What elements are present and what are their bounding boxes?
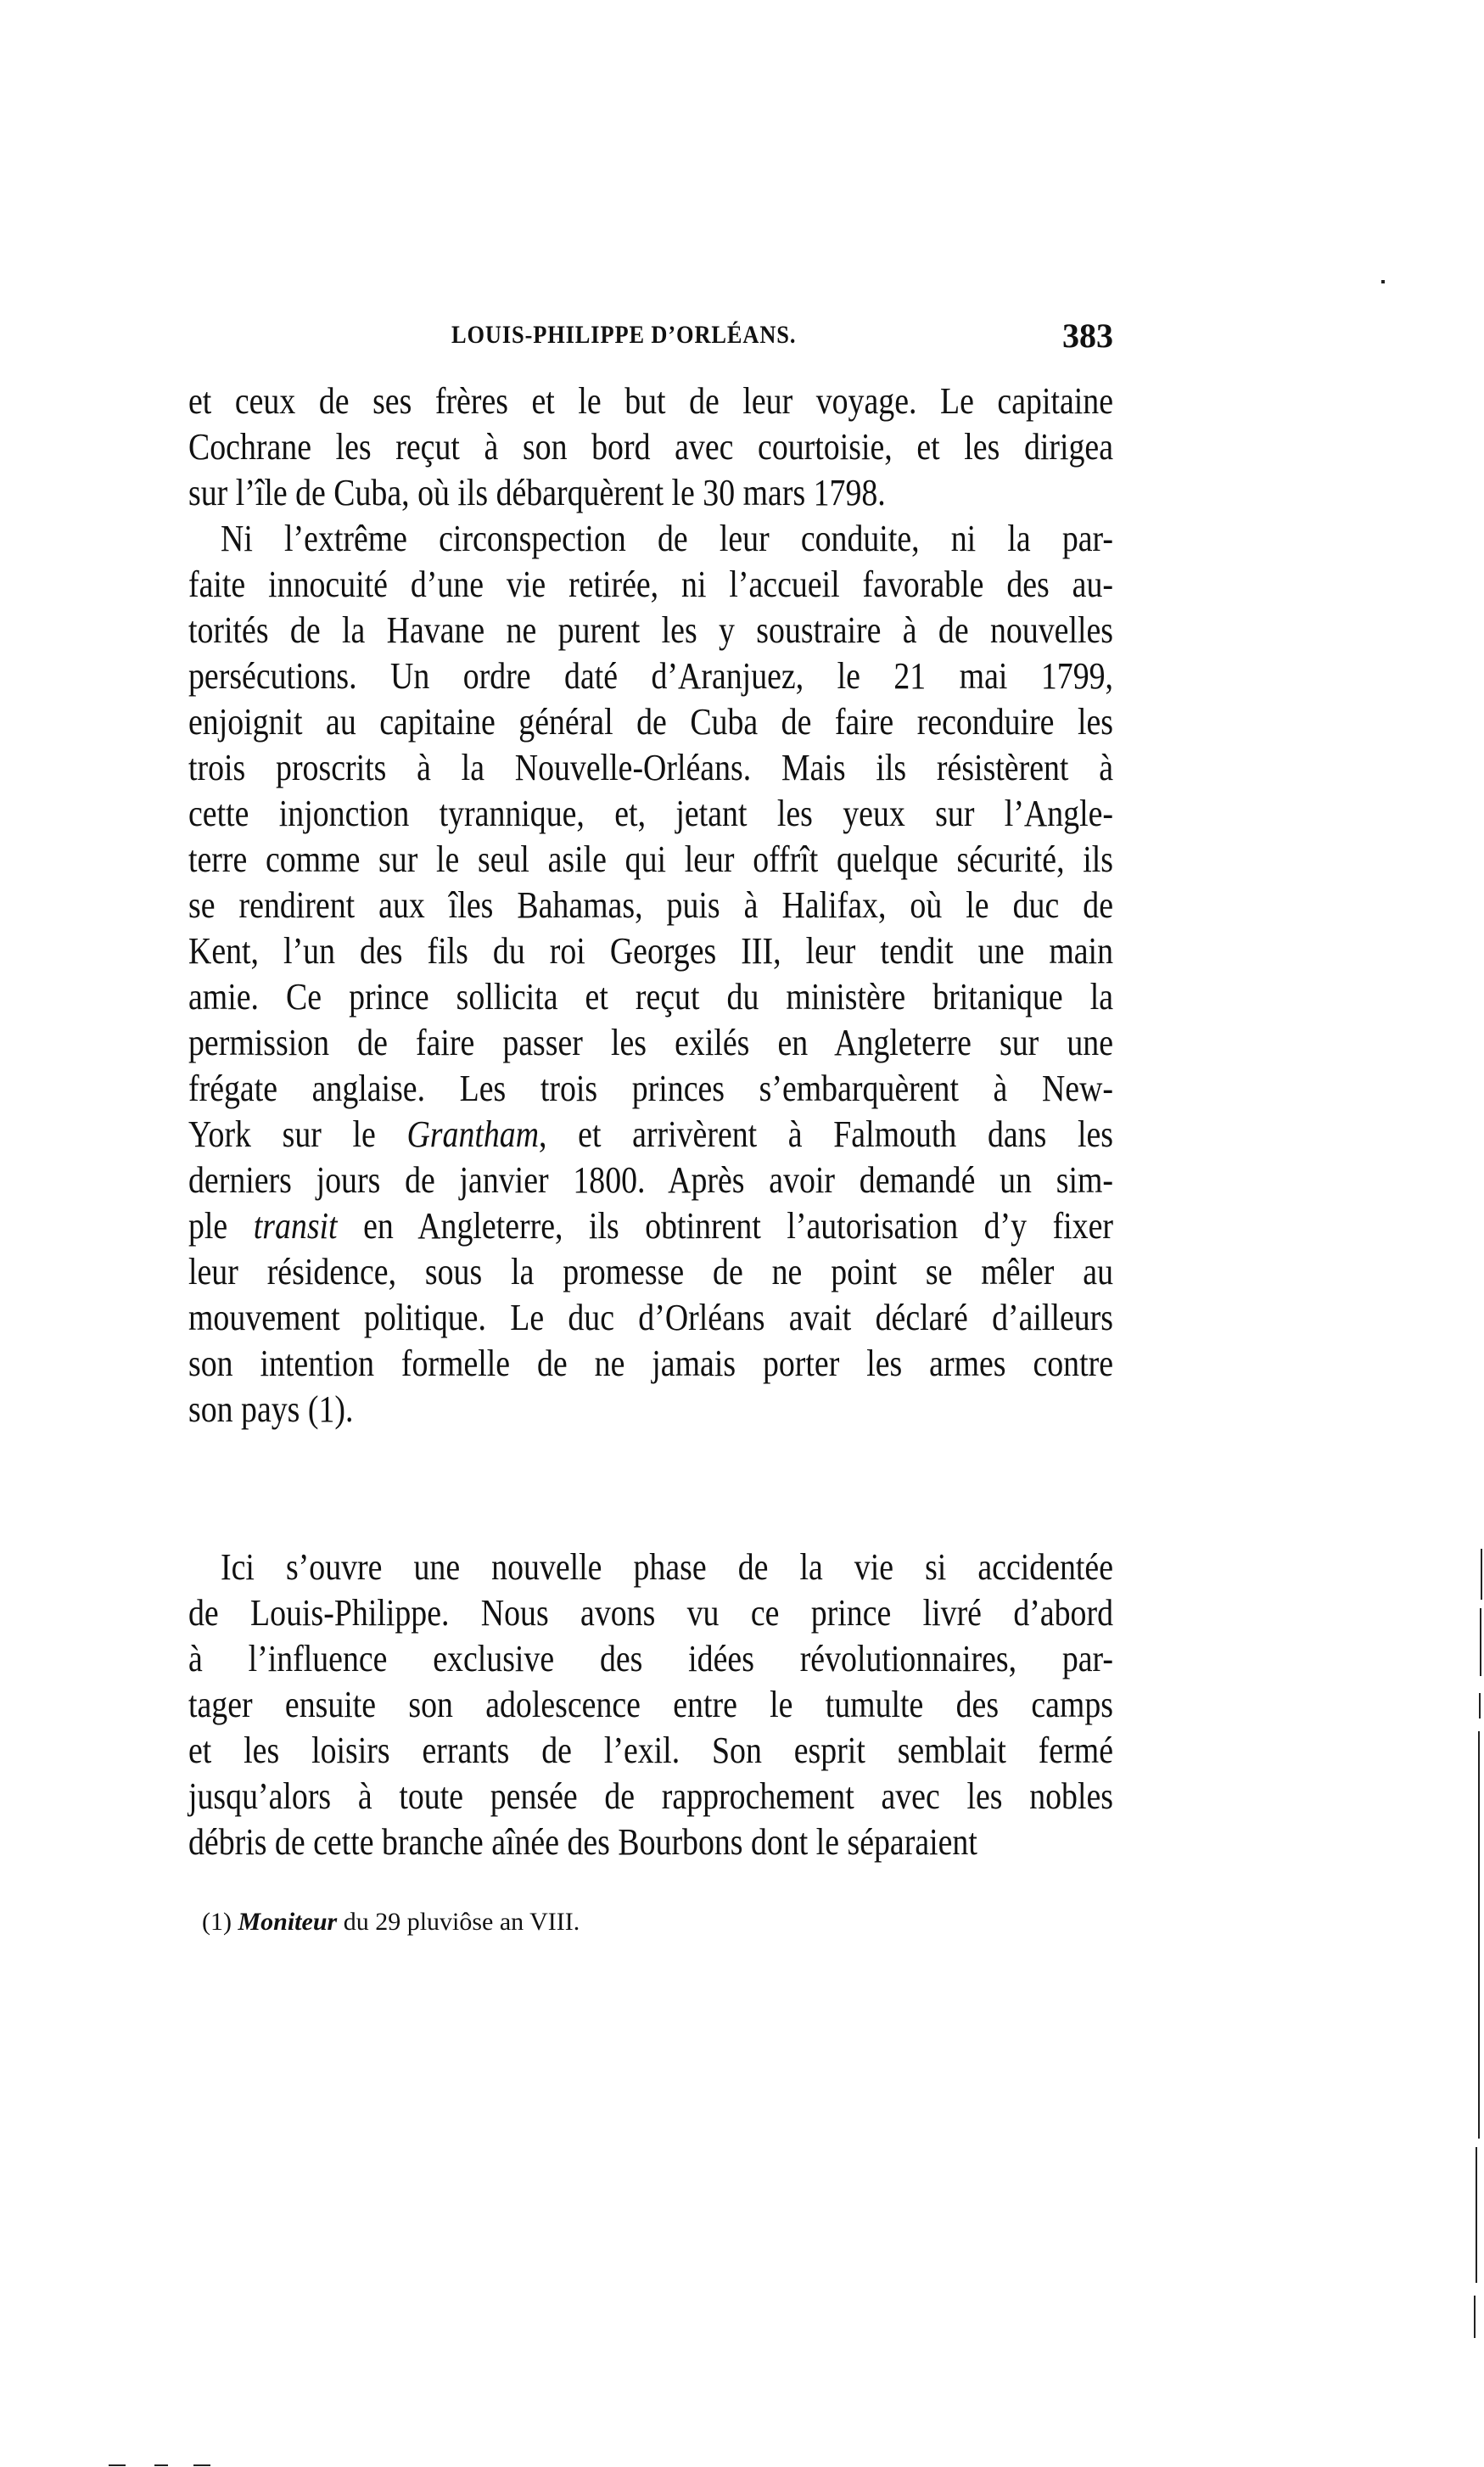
text-line: trois proscrits à la Nouvelle-Orléans. Mais ils résistèrent à xyxy=(188,747,1113,788)
text-line: faite innocuité d’une vie retirée, ni l’accueil favorable des au- xyxy=(188,563,1113,605)
footnote-marker: (1) xyxy=(202,1908,232,1936)
text-line: mouvement politique. Le duc d’Orléans avait déclaré d’ailleurs xyxy=(188,1297,1113,1338)
text-line: leur résidence, sous la promesse de ne point se mêler au xyxy=(188,1251,1113,1292)
footnote-text: du 29 pluviôse an VIII. xyxy=(343,1908,580,1936)
text-line: Ici s’ouvre une nouvelle phase de la vie si accidentée xyxy=(221,1546,1114,1588)
scan-artifact-right-edge-line xyxy=(1479,1693,1481,1718)
text-line: cette injonction tyrannique, et, jetant les yeux sur l’Angle- xyxy=(188,793,1113,834)
text-line: jusqu’alors à toute pensée de rapprochement avec les nobles xyxy=(188,1775,1113,1817)
text-line: Ni l’extrême circonspection de leur conduite, ni la par- xyxy=(221,518,1113,559)
text-line: persécutions. Un ordre daté d’Aranjuez, le 21 mai 1799, xyxy=(188,655,1114,697)
scan-artifact-dot xyxy=(1381,280,1385,283)
footnote-source: Moniteur xyxy=(238,1908,338,1936)
text-line: tager ensuite son adolescence entre le tumulte des camps xyxy=(188,1684,1114,1725)
running-title: LOUIS-PHILIPPE D’ORLÉANS. xyxy=(451,321,797,349)
text-line: et les loisirs errants de l’exil. Son esprit semblait fermé xyxy=(188,1730,1113,1771)
scan-artifact-bottom-dash xyxy=(193,2464,210,2466)
text-line: ple transit en Angleterre, ils obtinrent l’autorisation d’y fixer xyxy=(188,1205,1113,1247)
scan-artifact-right-edge-line xyxy=(1480,1608,1481,1676)
text-line: amie. Ce prince sollicita et reçut du ministère britanique la xyxy=(188,976,1114,1018)
text-line: son pays (1). xyxy=(188,1388,354,1430)
text-line: Cochrane les reçut à son bord avec courtoisie, et les dirigea xyxy=(188,426,1114,468)
text-line: et ceux de ses frères et le but de leur voyage. Le capitaine xyxy=(188,380,1113,422)
scan-artifact-bottom-dash xyxy=(109,2464,126,2466)
page-number: 383 xyxy=(1062,317,1113,355)
text-line: à l’influence exclusive des idées révolutionnaires, par- xyxy=(188,1638,1113,1679)
text-line: frégate anglaise. Les trois princes s’embarquèrent à New- xyxy=(188,1068,1114,1109)
text-line: terre comme sur le seul asile qui leur offrît quelque sécurité, ils xyxy=(188,838,1114,880)
running-head xyxy=(188,317,1113,363)
text-line: de Louis-Philippe. Nous avons vu ce prince livré d’abord xyxy=(188,1592,1114,1634)
text-line: se rendirent aux îles Bahamas, puis à Halifax, où le duc de xyxy=(188,884,1113,926)
text-line: sur l’île de Cuba, où ils débarquèrent le 30 mars 1798. xyxy=(188,472,886,513)
text-line: derniers jours de janvier 1800. Après avoir demandé un sim- xyxy=(188,1159,1114,1201)
text-line: enjoignit au capitaine général de Cuba de faire reconduire les xyxy=(188,701,1114,743)
text-line: débris de cette branche aînée des Bourbons dont le séparaient xyxy=(188,1821,977,1863)
scan-artifact-right-edge-line xyxy=(1476,2147,1477,2283)
scan-artifact-right-edge-line xyxy=(1474,2296,1476,2338)
scan-artifact-right-edge-line xyxy=(1478,1731,1480,2139)
scan-artifact-right-edge-line xyxy=(1481,1549,1482,1600)
text-line: permission de faire passer les exilés en Angleterre sur une xyxy=(188,1022,1113,1063)
text-line: York sur le Grantham, et arrivèrent à Falmouth dans les xyxy=(188,1113,1113,1155)
footnote xyxy=(202,1905,580,1939)
text-line: torités de la Havane ne purent les y soustraire à de nouvelles xyxy=(188,609,1114,651)
text-line: son intention formelle de ne jamais porter les armes contre xyxy=(188,1343,1113,1384)
scan-artifact-bottom-dash xyxy=(154,2464,168,2466)
text-line: Kent, l’un des fils du roi Georges III, leur tendit une main xyxy=(188,930,1113,972)
